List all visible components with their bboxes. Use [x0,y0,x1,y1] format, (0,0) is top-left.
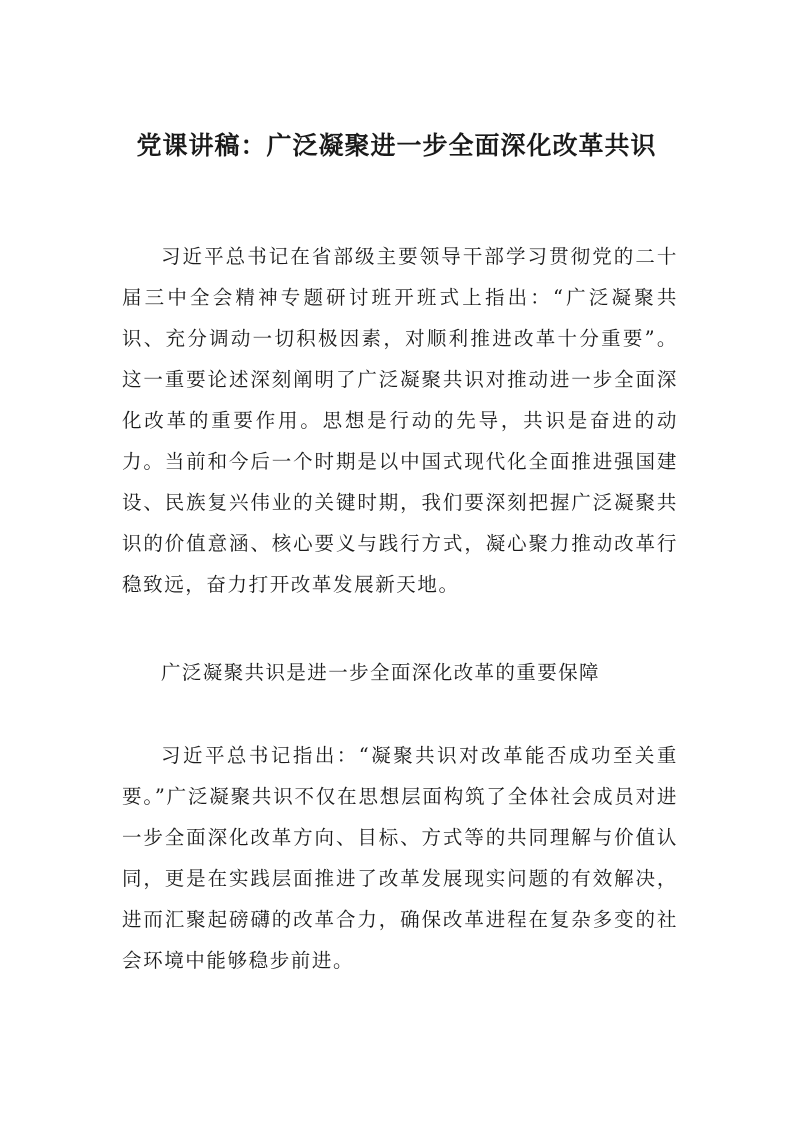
body-paragraph-section-one: 习近平总书记指出：“凝聚共识对改革能否成功至关重要。”广泛凝聚共识不仅在思想层面构筑了全体社会成员对进一步全面深化改革方向、目标、方式等的共同理解与价值认同，更是在实践层面推进了改革发展现实问题的有效解决，进而汇聚起磅礴的改革合力，确保改革进程在复杂多变的社会环境中能够稳步前进。 [122,744,678,972]
body-paragraph-intro: 习近平总书记在省部级主要领导干部学习贯彻党的二十届三中全会精神专题研讨班开班式上指出：“广泛凝聚共识、充分调动一切积极因素，对顺利推进改革十分重要”。这一重要论述深刻阐明了广泛凝聚共识对推动进一步全面深化改革的重要作用。思想是行动的先导，共识是奋进的动力。当前和今后一个时期是以中国式现代化全面推进强国建设、民族复兴伟业的关键时期，我们要深刻把握广泛凝聚共识的价值意涵、核心要义与践行方式，凝心聚力推动改革行稳致远，奋力打开改革发展新天地。 [122,245,678,596]
document-title: 党课讲稿：广泛凝聚进一步全面深化改革共识 [136,131,657,160]
section-heading: 广泛凝聚共识是进一步全面深化改革的重要保障 [161,661,600,684]
